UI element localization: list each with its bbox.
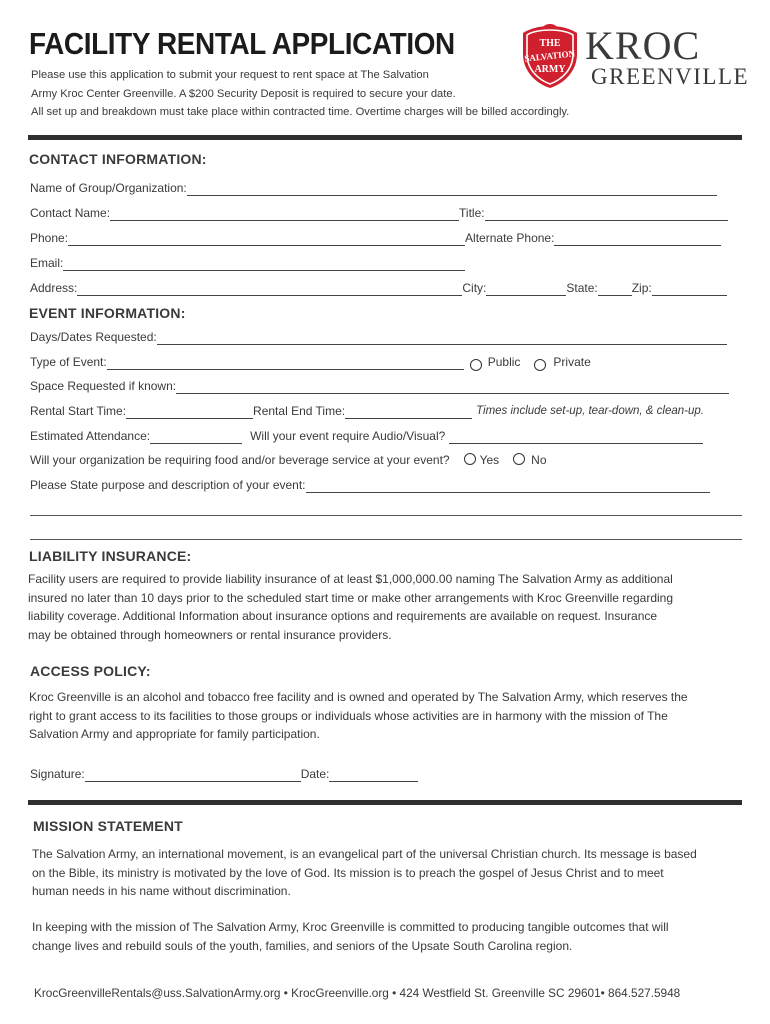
- liability-line: liability coverage. Additional Information about insurance options and requirements are available on request. Insurance: [28, 609, 658, 623]
- liability-heading: LIABILITY INSURANCE:: [29, 548, 192, 564]
- end-time-label: Rental End Time:: [253, 404, 346, 418]
- liability-line: insured no later than 10 days prior to the scheduled start time or make other arrangements with Kroc Greenville regarding: [28, 590, 673, 605]
- av-label: Will your event require Audio/Visual?: [250, 429, 446, 443]
- event-heading: EVENT INFORMATION:: [29, 305, 186, 321]
- contact-name-row: [30, 205, 728, 221]
- title-label: Title:: [459, 206, 485, 220]
- access-text: [29, 688, 745, 744]
- liability-line: may be obtained through homeowners or rental insurance providers.: [28, 627, 392, 642]
- phone-label: Phone:: [30, 231, 69, 245]
- end-time-field[interactable]: [345, 407, 472, 419]
- brand-greenville: GREENVILLE: [591, 64, 750, 89]
- email-field[interactable]: [63, 259, 465, 271]
- intro-line: Army Kroc Center Greenville. A $200 Security Deposit is required to secure your date.: [31, 87, 456, 100]
- date-label: Date:: [300, 767, 330, 781]
- zip-field[interactable]: [652, 284, 727, 296]
- kroc-greenville-logo: [519, 24, 751, 92]
- event-type-field[interactable]: [107, 358, 464, 370]
- page-title: FACILITY RENTAL APPLICATION: [29, 26, 455, 61]
- state-field[interactable]: [598, 284, 632, 296]
- dates-label: Days/Dates Requested:: [30, 330, 157, 344]
- av-field[interactable]: [449, 432, 703, 444]
- city-field[interactable]: [486, 284, 566, 296]
- no-label: No: [531, 453, 547, 467]
- email-row: [30, 255, 465, 271]
- space-row: [30, 378, 729, 394]
- mission-line: In keeping with the mission of The Salvation Army, Kroc Greenville is committed to producing tangible outcomes that will: [32, 920, 669, 934]
- mission-commitment-text: [32, 918, 746, 955]
- public-radio[interactable]: [470, 359, 482, 371]
- shield-line: ARMY: [534, 64, 566, 75]
- attendance-label: Estimated Attendance:: [30, 429, 151, 443]
- email-label: Email:: [30, 256, 64, 270]
- no-radio[interactable]: [513, 453, 525, 465]
- dates-field[interactable]: [157, 333, 727, 345]
- event-type-label: Type of Event:: [30, 355, 107, 369]
- attendance-field[interactable]: [150, 432, 242, 444]
- address-field[interactable]: [77, 284, 462, 296]
- private-label: Private: [553, 355, 591, 369]
- times-note: Times include set-up, tear-down, & clean-up.: [476, 405, 704, 417]
- address-row: [30, 280, 727, 296]
- mission-heading: MISSION STATEMENT: [33, 818, 183, 834]
- intro-line: All set up and breakdown must take place within contracted time. Overtime charges will be billed accordingly.: [31, 106, 570, 118]
- yes-label: Yes: [479, 453, 500, 467]
- group-field[interactable]: [187, 184, 717, 196]
- access-line: Salvation Army and appropriate for family participation.: [29, 727, 320, 741]
- shield-line: THE: [539, 38, 561, 49]
- yes-radio[interactable]: [464, 453, 476, 465]
- mission-line: human needs in his name without discrimination.: [32, 884, 291, 898]
- address-label: Address:: [30, 281, 78, 295]
- brand-kroc: KROC: [585, 23, 701, 68]
- private-radio[interactable]: [534, 359, 546, 371]
- purpose-line-3[interactable]: [30, 539, 742, 540]
- mission-line: change lives and rebuild souls of the youth, families, and seniors of the Upsate South Carolina region.: [32, 938, 573, 953]
- state-label: State:: [566, 281, 598, 295]
- phone-field[interactable]: [68, 234, 465, 246]
- section-divider: [28, 135, 742, 140]
- mission-line: The Salvation Army, an international movement, is an evangelical part of the universal Christian church. Its message is based: [32, 847, 697, 861]
- public-label: Public: [487, 355, 521, 369]
- start-time-label: Rental Start Time:: [30, 404, 127, 418]
- intro-line: Please use this application to submit your request to rent space at The Salvation: [31, 69, 429, 81]
- signature-field[interactable]: [85, 770, 301, 782]
- city-label: City:: [462, 281, 487, 295]
- shield-line: SALVATION: [523, 48, 576, 64]
- food-row: [30, 452, 547, 468]
- purpose-line-2[interactable]: [30, 515, 742, 516]
- alt-phone-label: Alternate Phone:: [465, 231, 555, 245]
- space-field[interactable]: [176, 382, 729, 394]
- food-label: Will your organization be requiring food and/or beverage service at your event?: [30, 453, 450, 467]
- contact-heading: CONTACT INFORMATION:: [29, 151, 207, 167]
- contact-name-field[interactable]: [110, 209, 459, 221]
- signature-label: Signature:: [30, 767, 85, 781]
- group-label: Name of Group/Organization:: [30, 181, 187, 195]
- rental-times-row: [30, 403, 704, 419]
- access-heading: ACCESS POLICY:: [30, 663, 151, 679]
- liability-line: Facility users are required to provide liability insurance of at least $1,000,000.00 naming The Salvation Army as additional: [28, 572, 673, 586]
- purpose-label: Please State purpose and description of your event:: [30, 478, 306, 492]
- event-type-row: [30, 354, 591, 370]
- alt-phone-field[interactable]: [554, 234, 721, 246]
- group-row: [30, 180, 717, 196]
- mission-line: on the Bible, its ministry is motivated by the love of God. Its mission is to preach the gospel of Jesus Christ and to meet: [32, 865, 664, 880]
- space-label: Space Requested if known:: [30, 379, 177, 393]
- salvation-army-shield-icon: [519, 24, 581, 90]
- access-line: Kroc Greenville is an alcohol and tobacco free facility and is owned and operated by The Salvation Army, which reserves the: [29, 690, 688, 704]
- zip-label: Zip:: [631, 281, 652, 295]
- footer-contact: KrocGreenvilleRentals@uss.SalvationArmy.org • KrocGreenville.org • 424 Westfield St. Greenville SC 29601• 864.527.5948: [34, 986, 681, 1000]
- start-time-field[interactable]: [126, 407, 253, 419]
- liability-text: [28, 570, 744, 644]
- attendance-row: [30, 428, 703, 444]
- date-field[interactable]: [329, 770, 418, 782]
- title-field[interactable]: [485, 209, 728, 221]
- purpose-row: [30, 477, 710, 493]
- phone-row: [30, 230, 721, 246]
- access-line: right to grant access to its facilities to those groups or individuals whose activities are in harmony with the mission of The: [29, 708, 668, 723]
- contact-name-label: Contact Name:: [30, 206, 111, 220]
- section-divider: [28, 800, 742, 805]
- mission-text: [32, 845, 746, 901]
- purpose-field[interactable]: [306, 481, 710, 493]
- dates-row: [30, 329, 727, 345]
- signature-row: [30, 766, 418, 782]
